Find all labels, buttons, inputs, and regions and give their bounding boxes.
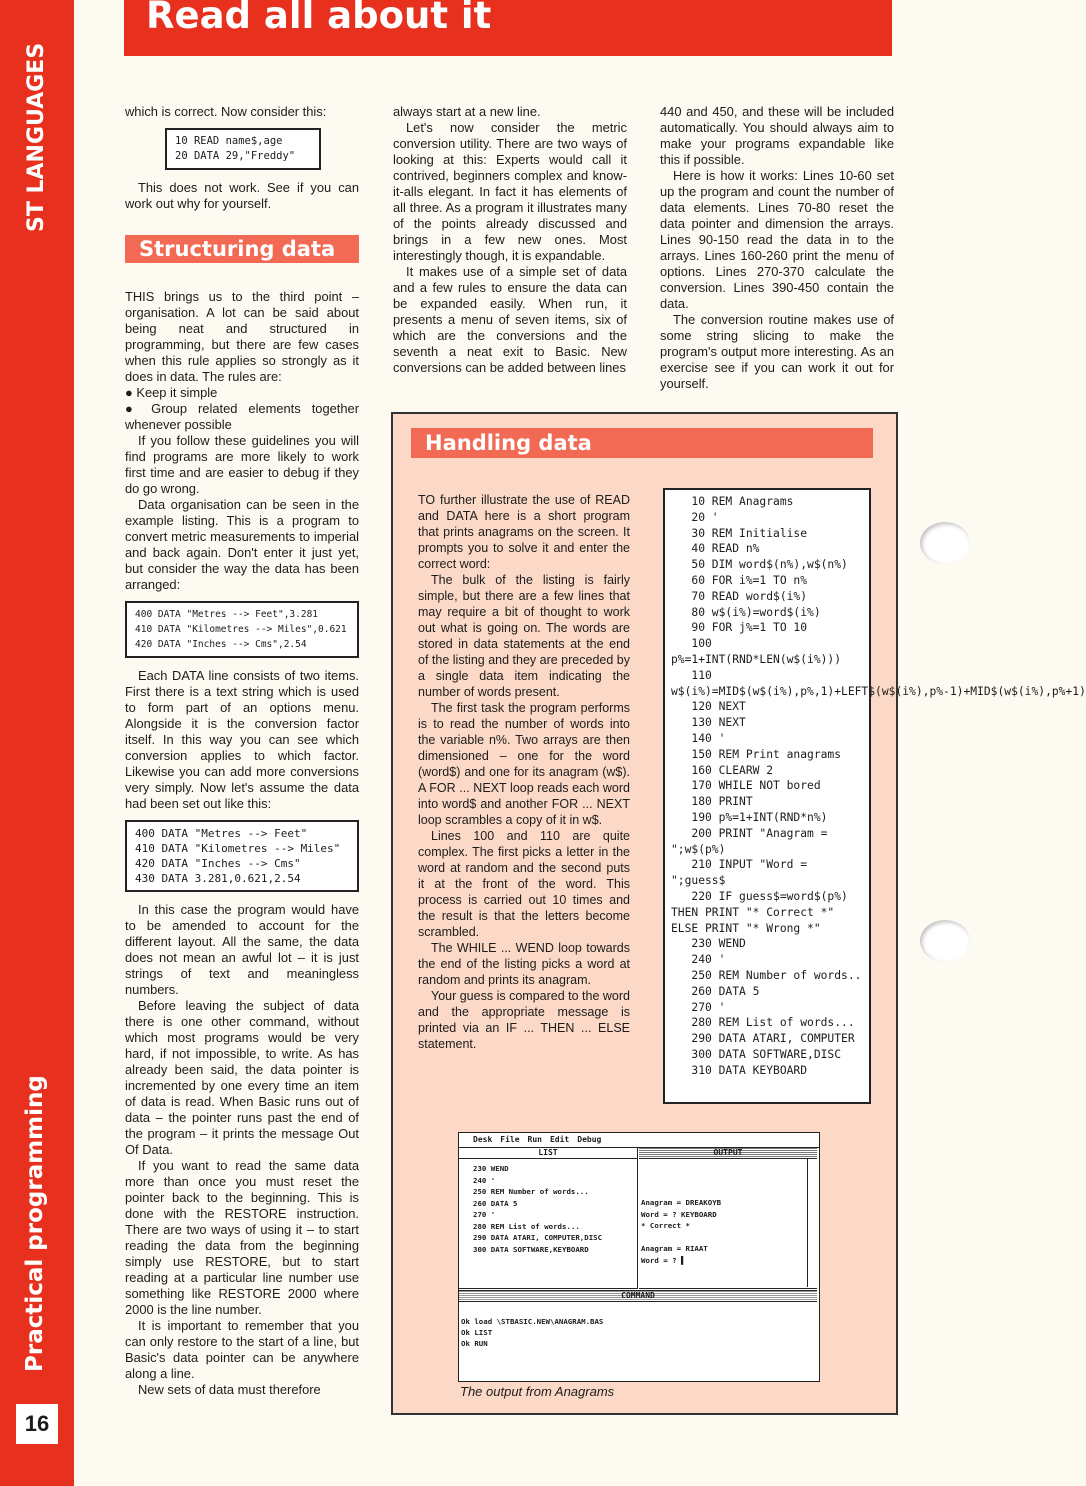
- menu-edit[interactable]: Edit: [549, 1135, 570, 1144]
- section-heading: Structuring data: [125, 235, 359, 263]
- section-spine: [0, 0, 74, 1486]
- anagram-listing: 10 REM Anagrams 20 ' 30 REM Initialise 40 READ n% 50 DIM word$(n%),w$(n%) 60 FOR i%=1 TO n% 70 READ word$(i%) 80 w$(i%)=word$(i%) 90 FOR j%=1 TO 10 100 p%=1+INT(RND*LEN(w$(i%))) 110 w$(i%)=MID$(w$(i%),p%,1)+LEFT$(w$(i%),p%-1)+MID$(w$(i%),p%+1) 120 NEXT 130 NEXT 140 ' 150 REM Print anagrams 160 CLEARW 2 170 WHILE NOT bored 180 PRINT 190 p%=1+INT(RND*n%) 200 PRINT "Anagram = ";w$(p%) 210 INPUT "Word = ";guess$ 220 IF guess$=word$(p%) THEN PRINT "* Correct *" ELSE PRINT "* Wrong *" 230 WEND 240 ' 250 REM Number of words.. 260 DATA 5 270 ' 280 REM List of words... 290 DATA ATARI, COMPUTER 300 DATA SOFTWARE,DISC 310 DATA KEYBOARD: [663, 488, 871, 1104]
- paragraph: always start at a new line.: [393, 104, 541, 119]
- paragraph: TO further illustrate the use of READ and DATA here is a short program that prints anagrams on the screen. It prompts you to solve it and enter the correct word:: [418, 493, 630, 571]
- page-number: 16: [16, 1404, 58, 1444]
- paragraph: Let's now consider the metric conversion utility. There are two ways of looking at this: Experts would call it contrived, beginners complex and know-it-alls elegant. In fact it has elements of all three. As a program it illustrates many of the points already discussed and brings in a few new ones. Most interestingly though, it is expandable.: [393, 120, 627, 263]
- paragraph: Here is how it works: Lines 10-60 set up the program and count the number of data elements. Lines 70-80 reset the data pointer and dimension the arrays. Lines 90-150 read the data in to the arrays. Lines 160-260 print the menu of options. Lines 270-370 calculate the conversion. Lines 390-450 contain the data.: [660, 168, 894, 311]
- column-1: [125, 104, 359, 1398]
- paragraph: Each DATA line consists of two items. First there is a text string which is used to form part of an options menu. Alongside it is the conversion factor itself. In this way you can see which conversion applies to which factor. Likewise you can add more conversions very simply. Now let's assume the data had been set out like this:: [125, 668, 359, 811]
- code-listing: 400 DATA "Metres --> Feet" 410 DATA "Kilometres --> Miles" 420 DATA "Inches --> Cms" 430 DATA 3.281,0.621,2.54: [125, 820, 359, 892]
- paragraph: Before leaving the subject of data there is one other command, without which most programs would be very hard, if not impossible, to write. As has already been said, the data pointer is incremented by one every time an item of data is read. When Basic runs out of data – the pointer runs past the end of the program – it prints the message Out Of Data.: [125, 998, 359, 1157]
- code-listing: 10 READ name$,age 20 DATA 29,"Freddy": [165, 128, 321, 170]
- paragraph: It is important to remember that you can only restore to the start of a line, but Basic's data pointer can be anywhere along a line.: [125, 1318, 359, 1381]
- paragraph: Data organisation can be seen in the example listing. This is a program to convert metric measurements to imperial and back again. Don't enter it just yet, but consider the way the data has been arranged:: [125, 497, 359, 592]
- paragraph: In this case the program would have to be amended to account for the different layout. All the same, the data does not mean an awful lot – it is just strings of text and meaningless numbers.: [125, 902, 359, 997]
- column-2: [393, 104, 627, 376]
- paragraph: 440 and 450, and these will be included automatically. You should always aim to make your programs expandable like this if possible.: [660, 104, 894, 167]
- command-window-content: Ok load \STBASIC.NEW\ANAGRAM.BAS Ok LIST Ok RUN: [461, 1317, 604, 1348]
- paragraph: The WHILE ... WEND loop towards the end of the listing picks a word at random and prints its anagram.: [418, 941, 630, 987]
- bullet-item: ● Keep it simple: [125, 385, 218, 400]
- paragraph: The conversion routine makes use of some string slicing to make the program's output more interesting. As an exercise see if you can work it out for yourself.: [660, 312, 894, 391]
- menu-debug[interactable]: Debug: [577, 1135, 602, 1144]
- menu-run[interactable]: Run: [527, 1135, 542, 1144]
- panel-text: [418, 492, 630, 1052]
- list-window-content: 230 WEND 240 ' 250 REM Number of words... 260 DATA 5 270 ' 280 REM List of words... 290 DATA ATARI, COMPUTER,DISC 300 DATA SOFTWARE,KEYBOARD: [473, 1164, 603, 1254]
- paragraph: If you follow these guidelines you will find programs are more likely to work first time and are easier to debug if they do go wrong.: [125, 433, 359, 496]
- binder-hole: [920, 920, 970, 962]
- menu-bar: [459, 1133, 819, 1148]
- command-window-title: COMMAND: [459, 1290, 817, 1302]
- section-label-top: ST LANGUAGES: [24, 42, 49, 232]
- section-label-bottom: Practical programming: [22, 1075, 48, 1372]
- menu-desk[interactable]: Desk: [473, 1135, 493, 1144]
- paragraph: The first task the program performs is to read the number of words into the variable n%. Two arrays are then dimensioned – one for the word (word$) and one for its anagram (w$). A FOR ... NEXT loop reads each word into word$ and another FOR ... NEXT loop scrambles a copy of it in w$.: [418, 701, 630, 827]
- title-banner: [124, 0, 892, 56]
- paragraph: This does not work. See if you can work out why for yourself.: [125, 180, 359, 211]
- list-window-title: LIST: [459, 1148, 637, 1159]
- paragraph: New sets of data must therefore: [138, 1382, 321, 1397]
- menu-file[interactable]: File: [500, 1135, 520, 1144]
- bullet-item: ● Group related elements together whenever possible: [125, 401, 359, 432]
- column-3: [660, 104, 894, 392]
- page-title: Read all about it: [146, 0, 492, 37]
- paragraph: Your guess is compared to the word and the appropriate message is printed via an IF ... THEN ... ELSE statement.: [418, 989, 630, 1051]
- binder-hole: [920, 522, 970, 564]
- paragraph: which is correct. Now consider this:: [125, 104, 327, 119]
- paragraph: The bulk of the listing is fairly simple, but there are a few lines that may require a bit of thought to work out what is going on. The words are stored in data statements at the end of the listing and they are preceded by a single data item indicating the number of words present.: [418, 573, 630, 699]
- figure-caption: The output from Anagrams: [460, 1384, 615, 1399]
- paragraph: If you want to read the same data more than once you must reset the pointer back to the beginning. This is done with the RESTORE instruction. There are two ways of using it – to start reading the data from the beginning simply use RESTORE, but to start reading at a particular line number use something like RESTORE 2000 where 2000 is the line number.: [125, 1158, 359, 1317]
- output-window: [639, 1148, 817, 1289]
- output-scrollbar[interactable]: [807, 1158, 817, 1287]
- paragraph: It makes use of a simple set of data and a few rules to ensure the data can be expanded easily. When run, it presents a menu of seven items, six of which are the conversions and the seventh a neat exit to Basic. New conversions can be added between lines: [393, 264, 627, 375]
- paragraph: THIS brings us to the third point – organisation. A lot can be said about being neat and structured in programming, but there are few cases when this rule applies so strongly as it does in data. The rules are:: [125, 289, 359, 384]
- list-window: [459, 1148, 638, 1289]
- panel-heading: Handling data: [411, 428, 873, 458]
- stbasic-screenshot: [458, 1132, 820, 1382]
- code-listing: 400 DATA "Metres --> Feet",3.281 410 DATA "Kilometres --> Miles",0.621 420 DATA "Inches --> Cms",2.54: [125, 601, 359, 658]
- output-window-title: OUTPUT: [639, 1148, 817, 1159]
- output-window-content: Anagram = DREAKOYB Word = ? KEYBOARD * Correct * Anagram = RIAAT Word = ? ▌: [641, 1198, 722, 1265]
- command-window: [459, 1290, 817, 1380]
- paragraph: Lines 100 and 110 are quite complex. The first picks a letter in the word at random and the second puts it at the front of the word. This process is carried out 10 times and the result is that the letters become scrambled.: [418, 829, 630, 939]
